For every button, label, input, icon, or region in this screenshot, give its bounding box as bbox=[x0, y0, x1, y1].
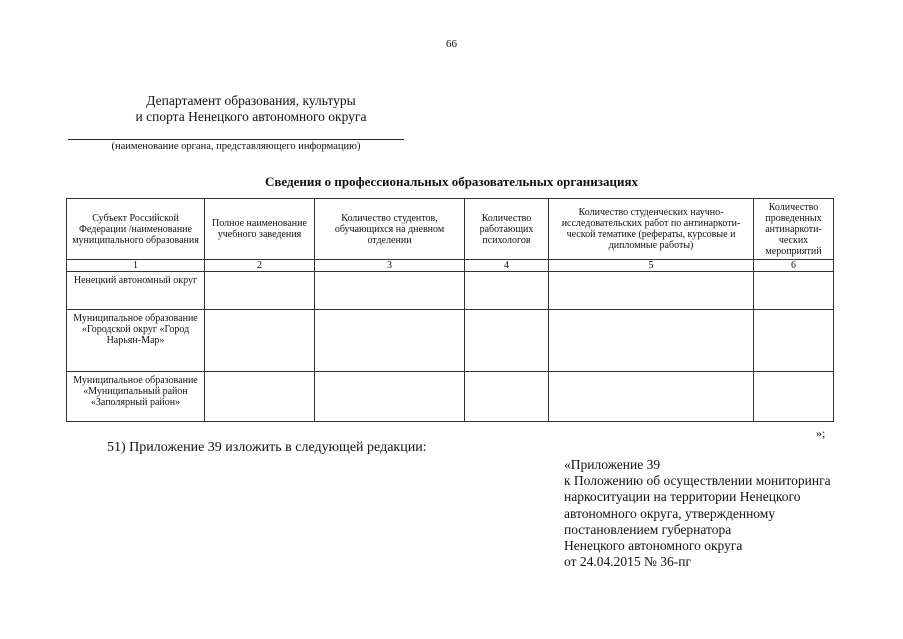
header-psychologists: Количество работающих психологов bbox=[465, 199, 549, 260]
header-research-works: Количество студенческих научно-исследовательских работ по антинаркоти-ческой тематике (рефераты, курсовые и дипломные работы) bbox=[549, 199, 754, 260]
column-number: 2 bbox=[205, 260, 315, 272]
document-title: Сведения о профессиональных образовательных организациях bbox=[264, 174, 638, 189]
column-number: 1 bbox=[67, 260, 205, 272]
column-number: 4 bbox=[465, 260, 549, 272]
organ-name-line-1: Департамент образования, культуры bbox=[146, 93, 356, 108]
organ-underline bbox=[68, 139, 404, 140]
annex-line: к Положению об осуществлении мониторинга bbox=[564, 473, 831, 489]
annex-line: Ненецкого автономного округа bbox=[564, 538, 743, 554]
table-cell bbox=[754, 272, 834, 310]
column-number: 5 bbox=[549, 260, 754, 272]
column-number: 6 bbox=[754, 260, 834, 272]
table-cell bbox=[754, 310, 834, 372]
table-cell bbox=[465, 272, 549, 310]
organ-caption: (наименование органа, представляющего информацию) bbox=[111, 141, 361, 152]
table-cell bbox=[465, 372, 549, 422]
table-cell bbox=[315, 310, 465, 372]
closing-quote-mark: »; bbox=[816, 426, 826, 440]
annex-line: постановлением губернатора bbox=[564, 521, 732, 537]
page-number: 66 bbox=[446, 38, 457, 50]
column-number: 3 bbox=[315, 260, 465, 272]
table-cell bbox=[549, 372, 754, 422]
table-cell bbox=[315, 372, 465, 422]
table-header-row bbox=[67, 199, 834, 260]
row-subject: Ненецкий автономный округ bbox=[67, 272, 205, 310]
annex-line: наркоситуации на территории Ненецкого bbox=[564, 489, 801, 505]
table-cell bbox=[549, 272, 754, 310]
column-number-row bbox=[67, 260, 834, 272]
organ-name-line-2: и спорта Ненецкого автономного округа bbox=[135, 109, 367, 124]
header-subject: Субъект Российской Федерации /наименование муниципального образования bbox=[67, 199, 205, 260]
table-cell bbox=[205, 272, 315, 310]
header-students: Количество студентов, обучающихся на дневном отделении bbox=[315, 199, 465, 260]
table-cell bbox=[315, 272, 465, 310]
header-institution: Полное наименование учебного заведения bbox=[205, 199, 315, 260]
annex-line: «Приложение 39 bbox=[564, 457, 661, 472]
table-cell bbox=[549, 310, 754, 372]
table-row bbox=[67, 272, 834, 310]
table-cell bbox=[754, 372, 834, 422]
row-subject: Муниципальное образование «Городской округ «Город Нарьян-Мар» bbox=[67, 310, 205, 372]
organ-name bbox=[86, 93, 416, 125]
table-row bbox=[67, 310, 834, 372]
annex-heading bbox=[564, 457, 831, 570]
report-table bbox=[66, 198, 834, 422]
amendment-instruction: 51) Приложение 39 изложить в следующей редакции: bbox=[107, 440, 427, 455]
header-events: Количество проведенных антинаркоти-ческих мероприятий bbox=[754, 199, 834, 260]
table-cell bbox=[465, 310, 549, 372]
annex-line: автономного округа, утвержденному bbox=[564, 505, 776, 521]
table-row bbox=[67, 372, 834, 422]
row-subject: Муниципальное образование «Муниципальный район «Заполярный район» bbox=[67, 372, 205, 422]
table-cell bbox=[205, 372, 315, 422]
annex-line: от 24.04.2015 № 36-пг bbox=[564, 554, 691, 570]
table-cell bbox=[205, 310, 315, 372]
